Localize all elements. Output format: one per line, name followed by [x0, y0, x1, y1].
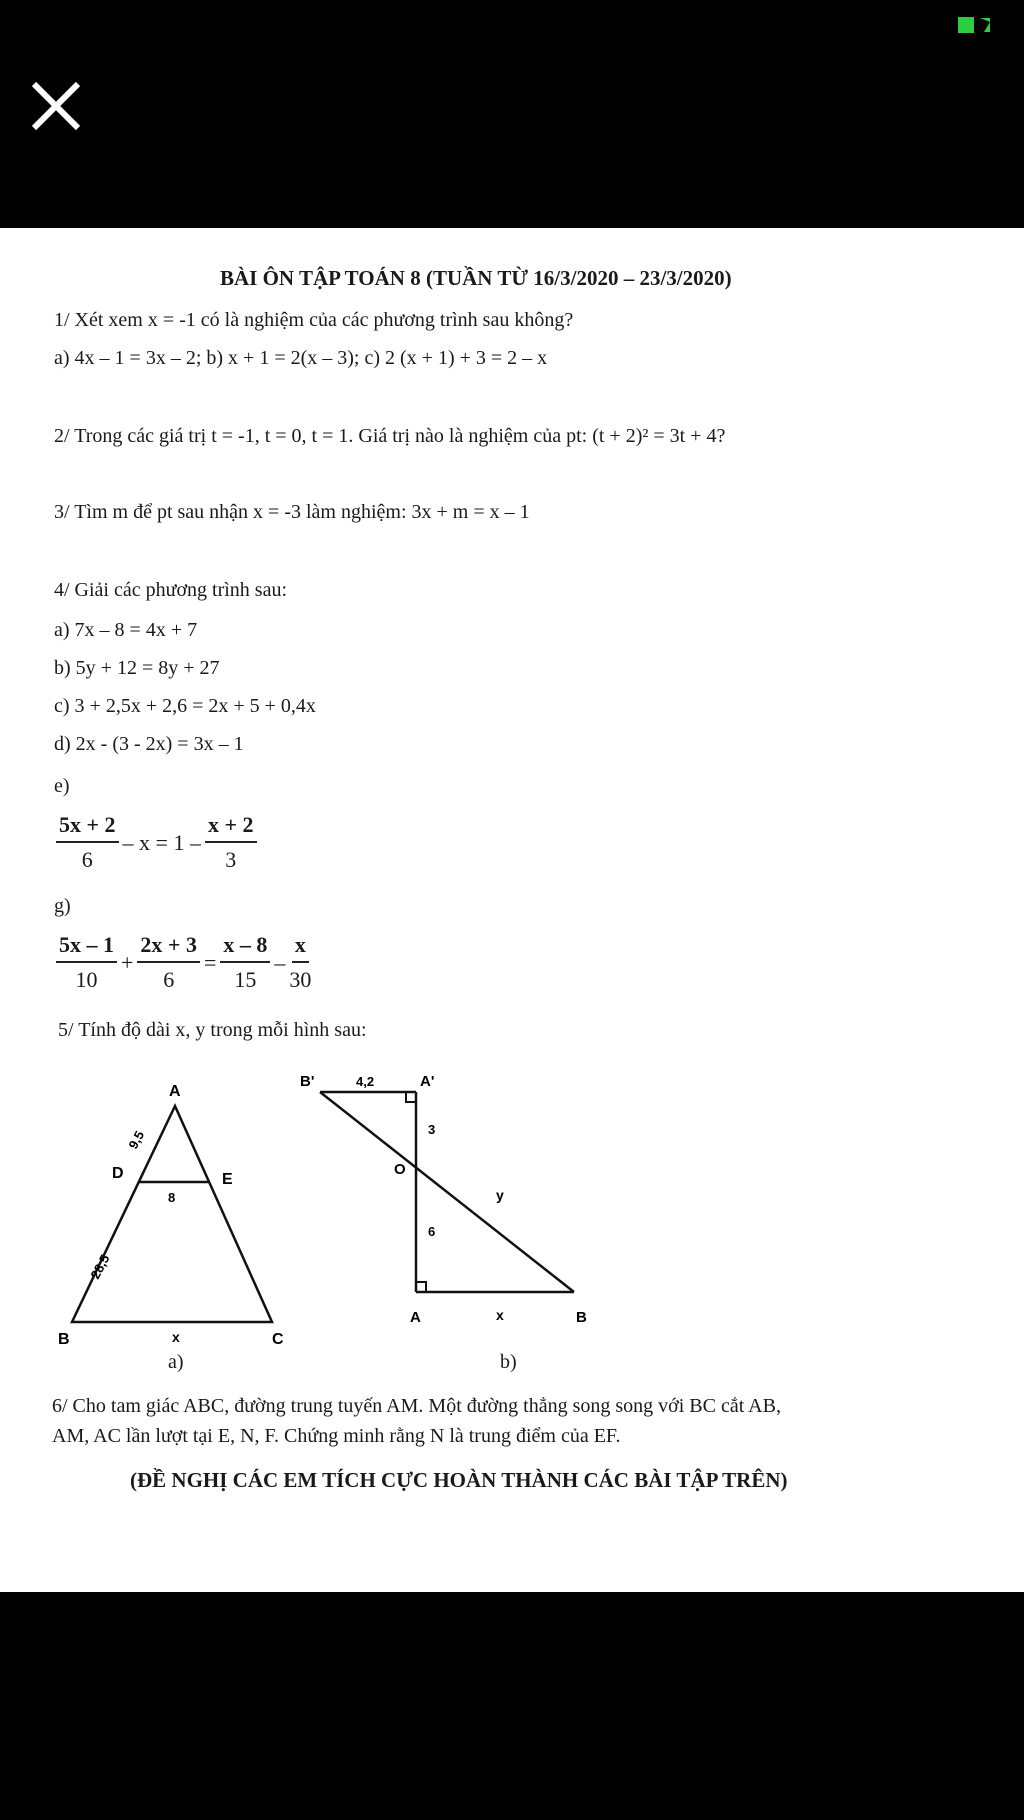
figure-b-crossed-triangles — [290, 1064, 590, 1344]
g-frac1-num: 5x – 1 — [56, 932, 117, 963]
length-de: 8 — [168, 1190, 176, 1205]
label-b: B — [58, 1331, 70, 1348]
question-1-items: a) 4x – 1 = 3x – 2; b) x + 1 = 2(x – 3); c) 2 (x + 1) + 3 = 2 – x — [54, 347, 548, 369]
question-1: 1/ Xét xem x = -1 có là nghiệm của các phương trình sau không? — [54, 309, 574, 331]
close-button[interactable] — [28, 78, 84, 134]
length-bc: x — [172, 1329, 180, 1345]
length-ad: 9,5 — [125, 1128, 148, 1152]
equation-4g — [54, 932, 313, 993]
e-frac2-num: x + 2 — [205, 812, 257, 843]
label-a: A — [169, 1083, 181, 1100]
figure-a-caption: a) — [168, 1351, 184, 1373]
question-6-line-1: 6/ Cho tam giác ABC, đường trung tuyến AM. Một đường thẳng song song với BC cắt AB, — [52, 1395, 781, 1417]
e-frac1-num: 5x + 2 — [56, 812, 119, 843]
label-e: E — [222, 1171, 233, 1188]
question-4g-label: g) — [54, 895, 71, 917]
equation-4e — [54, 812, 259, 873]
label-a-bottom: A — [410, 1309, 421, 1326]
label-d: D — [112, 1165, 124, 1182]
label-c: C — [272, 1331, 284, 1348]
e-middle: – x = 1 – — [122, 829, 201, 855]
question-6-line-2: AM, AC lần lượt tại E, N, F. Chứng minh rằng N là trung điểm của EF. — [52, 1425, 621, 1447]
figure-a-trapezoid-triangle — [50, 1068, 310, 1348]
triangle-abc — [72, 1106, 272, 1322]
question-4a: a) 7x – 8 = 4x + 7 — [54, 619, 198, 641]
g-op3: – — [274, 949, 286, 975]
g-frac2-num: 2x + 3 — [137, 932, 200, 963]
battery-icon — [956, 14, 994, 36]
question-4b: b) 5y + 12 = 8y + 27 — [54, 657, 220, 679]
figure-b-caption: b) — [500, 1351, 517, 1373]
segment-b1b — [320, 1092, 574, 1292]
length-oa: 6 — [428, 1224, 436, 1239]
length-ob: y — [496, 1187, 504, 1203]
viewer-top-bar — [0, 0, 1024, 228]
length-db: 28,5 — [87, 1252, 113, 1282]
question-4e-label: e) — [54, 775, 70, 797]
label-b-bottom: B — [576, 1309, 587, 1326]
length-b1a1: 4,2 — [356, 1074, 375, 1089]
right-angle-a1 — [406, 1092, 416, 1102]
question-4: 4/ Giải các phương trình sau: — [54, 579, 288, 601]
length-ab: x — [496, 1307, 504, 1323]
length-a1o: 3 — [428, 1122, 436, 1137]
doc-title: BÀI ÔN TẬP TOÁN 8 (TUẦN TỪ 16/3/2020 – 23/3/2020) — [220, 266, 732, 290]
doc-footer: (ĐỀ NGHỊ CÁC EM TÍCH CỰC HOÀN THÀNH CÁC BÀI TẬP TRÊN) — [130, 1468, 788, 1492]
g-frac4-den: 30 — [289, 967, 312, 992]
label-o: O — [394, 1161, 406, 1178]
g-op1: + — [121, 949, 134, 975]
question-4d: d) 2x - (3 - 2x) = 3x – 1 — [54, 733, 244, 755]
g-op2: = — [203, 949, 217, 975]
question-5: 5/ Tính độ dài x, y trong mỗi hình sau: — [58, 1019, 367, 1041]
question-3: 3/ Tìm m để pt sau nhận x = -3 làm nghiệm: 3x + m = x – 1 — [54, 501, 530, 523]
question-2: 2/ Trong các giá trị t = -1, t = 0, t = 1. Giá trị nào là nghiệm của pt: (t + 2)² = 3t + 4? — [54, 425, 726, 447]
g-frac4-num: x — [292, 932, 309, 963]
close-icon — [28, 78, 84, 134]
document-page — [0, 228, 1024, 1592]
right-angle-a — [416, 1282, 426, 1292]
e-frac2-den: 3 — [225, 847, 237, 872]
e-frac1-den: 6 — [81, 847, 93, 872]
g-frac1-den: 10 — [75, 967, 98, 992]
question-4c: c) 3 + 2,5x + 2,6 = 2x + 5 + 0,4x — [54, 695, 316, 717]
g-frac2-den: 6 — [163, 967, 175, 992]
g-frac3-num: x – 8 — [220, 932, 270, 963]
label-b-prime: B' — [300, 1073, 315, 1090]
g-frac3-den: 15 — [234, 967, 257, 992]
label-a-prime: A' — [420, 1073, 435, 1090]
viewer-bottom-bar — [0, 1592, 1024, 1820]
